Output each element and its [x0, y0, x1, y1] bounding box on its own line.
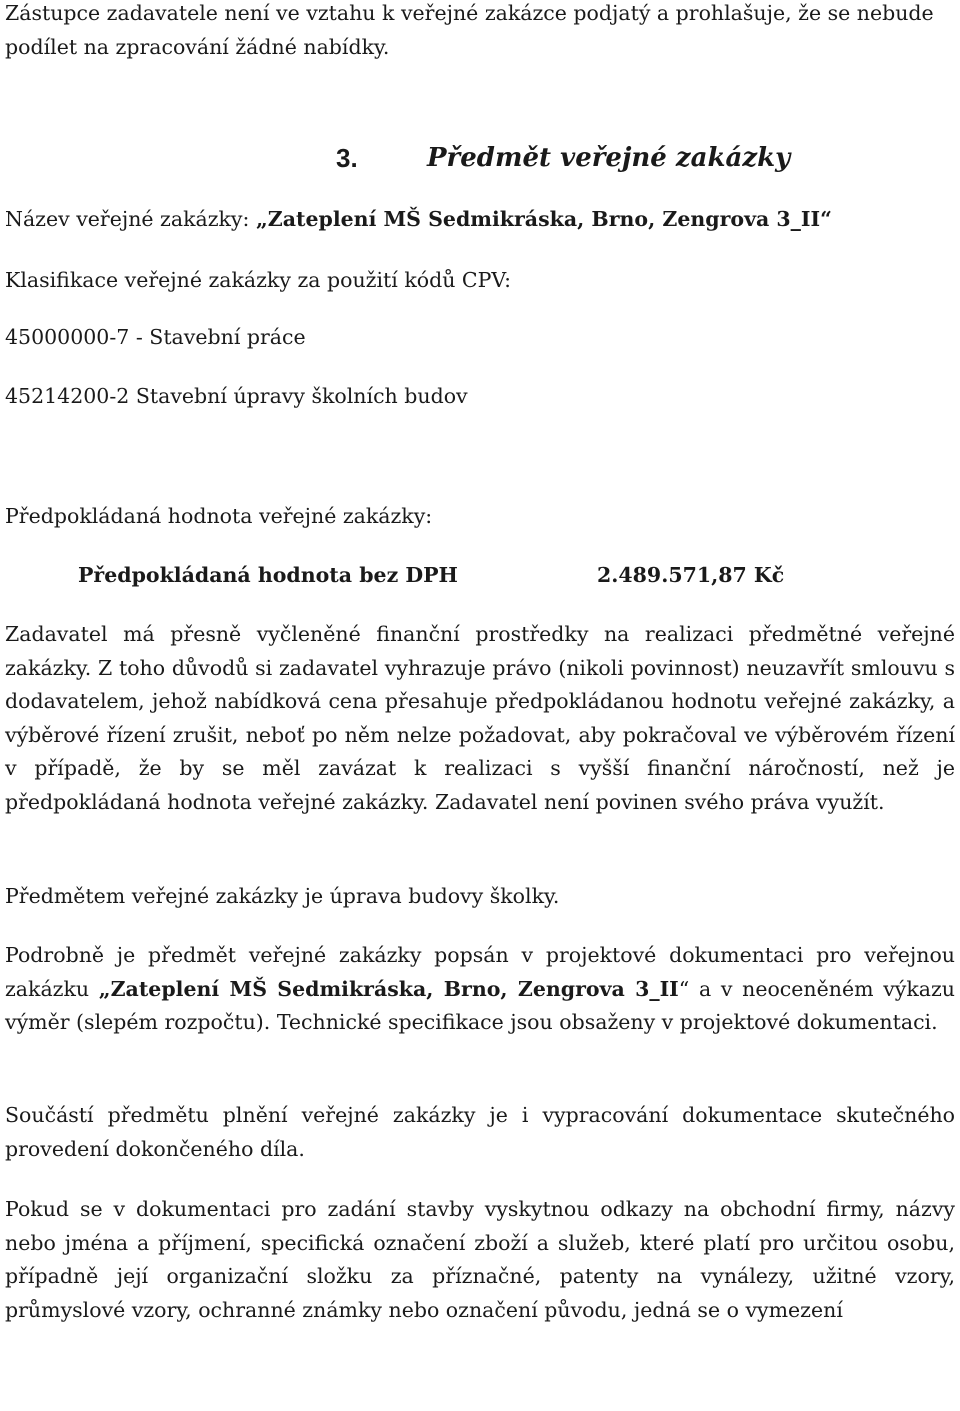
subject-paragraph: Předmětem veřejné zakázky je úprava budovy školky. [5, 884, 560, 908]
contract-name-line [5, 203, 955, 237]
contract-name-open-quote: „ [255, 207, 268, 231]
section-title: Předmět veřejné zakázky [427, 143, 791, 173]
contract-name-close-quote: “ [820, 207, 832, 231]
detail-contract-name: Zateplení MŠ Sedmikráska, Brno, Zengrova 3_II [110, 976, 679, 1001]
detail-open-quote: „ [98, 976, 111, 1001]
estimate-label: Předpokládaná hodnota veřejné zakázky: [5, 504, 433, 528]
documentation-paragraph: Součástí předmětu plnění veřejné zakázky je i vypracování dokumentace skutečného provedení dokončeného díla. [5, 1103, 955, 1161]
estimate-value-row [5, 558, 955, 592]
funds-paragraph: Zadavatel má přesně vyčleněné finanční prostředky na realizaci předmětné veřejné zakázky. Z toho důvodů si zadavatel vyhrazuje právo (nikoli povinnost) neuzavřít smlouvu s dodavatelem, jehož nabídková cena přesahuje předpokládanou hodnotu veřejné zakázky, a výběrové řízení zrušit, neboť po něm nelze požadovat, aby pokračoval ve výběrovém řízení v případě, že by se měl zavázat k realizaci s vyšší finanční náročností, než je předpokládaná hodnota veřejné zakázky. Zadavatel není povinen svého práva využít. [5, 622, 955, 814]
estimate-row-value: 2.489.571,87 Kč [597, 563, 785, 587]
cpv-label: Klasifikace veřejné zakázky za použití kódů CPV: [5, 268, 512, 292]
detail-text-after: “ a v neoceněném výkazu výměr (slepém rozpočtu). Technické specifikace jsou obsaženy v projektové dokumentaci. [5, 976, 956, 1034]
detail-paragraph [5, 939, 955, 1040]
cpv-code: 45214200-2 Stavební úpravy školních budov [5, 384, 468, 408]
estimate-row-label: Předpokládaná hodnota bez DPH [78, 563, 458, 587]
contract-name-label: Název veřejné zakázky: [5, 207, 256, 231]
intro-paragraph: Zástupce zadavatele není ve vztahu k veřejné zakázce podjatý a prohlašuje, že se nebude podílet na zpracování žádné nabídky. [5, 1, 934, 59]
contract-name-value: Zateplení MŠ Sedmikráska, Brno, Zengrova 3_II [267, 207, 821, 231]
detail-text-before: Podrobně je předmět veřejné zakázky popsán v projektové dokumentaci pro veřejnou zakázku [5, 943, 955, 1001]
section-number: 3. [336, 143, 358, 173]
cpv-code: 45000000-7 - Stavební práce [5, 325, 306, 349]
section-heading [5, 138, 955, 178]
references-paragraph: Pokud se v dokumentaci pro zadání stavby vyskytnou odkazy na obchodní firmy, názvy nebo jména a příjmení, specifická označení zboží a služeb, které platí pro určitou osobu, případně její organizační složku za příznačné, patenty na vynálezy, užitné vzory, průmyslové vzory, ochranné známky nebo označení původu, jedná se o vymezení [5, 1197, 955, 1322]
